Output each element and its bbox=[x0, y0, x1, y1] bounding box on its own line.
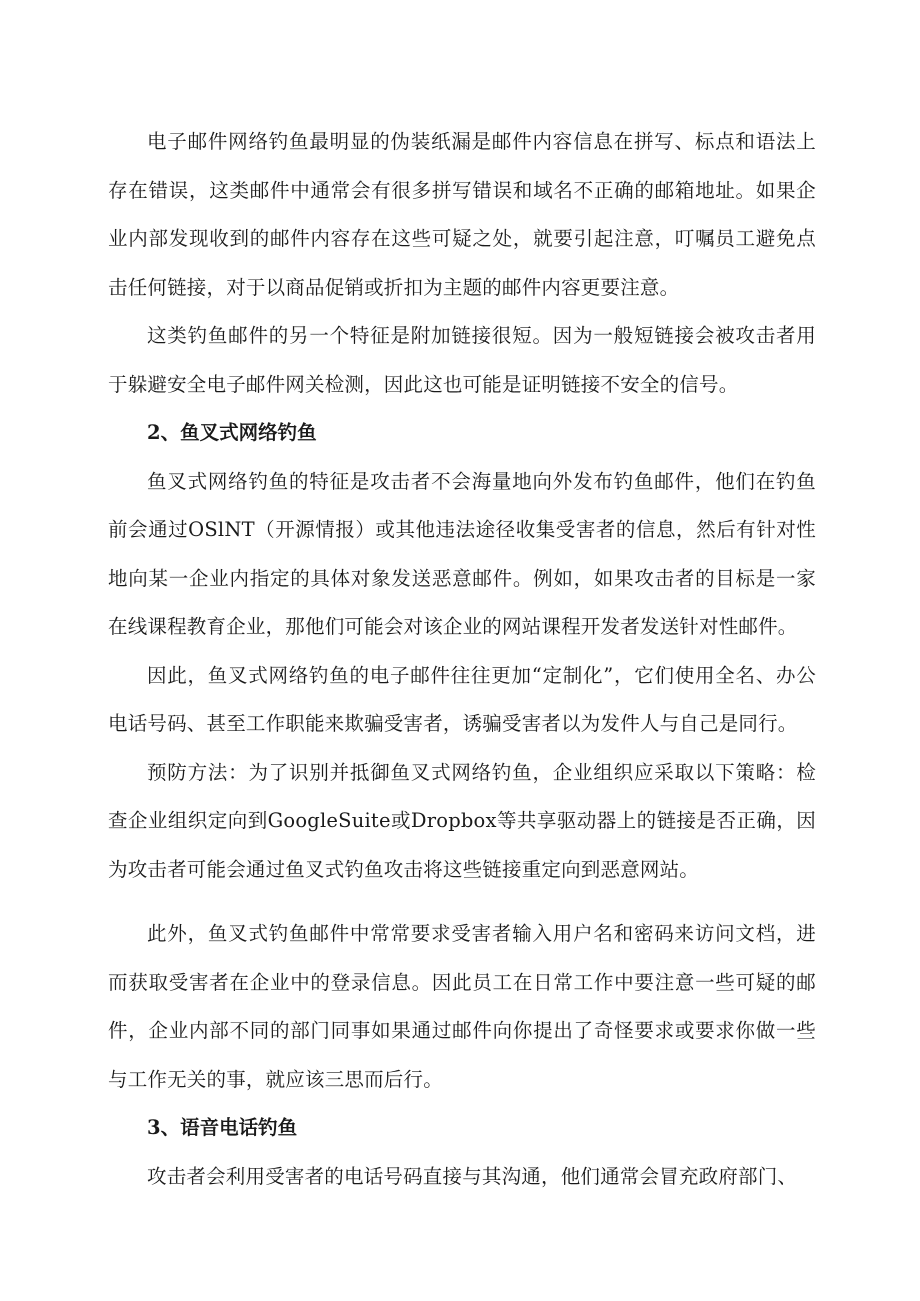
paragraph-spear-phishing-features: 鱼叉式网络钓鱼的特征是攻击者不会海量地向外发布钓鱼邮件，他们在钓鱼前会通过OSlNT（开源情报）或其他违法途径收集受害者的信息，然后有针对性地向某一企业内指定的具体对象发送恶意邮件。例如，如果攻击者的目标是一家在线课程教育企业，那他们可能会对该企业的网站课程开发者发送针对性邮件。 bbox=[108, 469, 816, 638]
paragraph-short-links: 这类钓鱼邮件的另一个特征是附加链接很短。因为一般短链接会被攻击者用于躲避安全电子邮件网关检测，因此这也可能是证明链接不安全的信号。 bbox=[108, 324, 816, 396]
section-heading-voice-phishing: 3、语音电话钓鱼 bbox=[147, 1116, 298, 1139]
paragraph-email-phishing-flaws: 电子邮件网络钓鱼最明显的伪装纸漏是邮件内容信息在拼写、标点和语法上存在错误，这类邮件中通常会有很多拼写错误和域名不正确的邮箱地址。如果企业内部发现收到的邮件内容存在这些可疑之处，就要引起注意，叮嘱员工避免点击任何链接，对于以商品促销或折扣为主题的邮件内容更要注意。 bbox=[108, 130, 816, 299]
section-heading-spear-phishing: 2、鱼叉式网络钓鱼 bbox=[147, 421, 317, 444]
paragraph-prevention-methods: 预防方法：为了识别并抵御鱼叉式网络钓鱼，企业组织应采取以下策略：检查企业组织定向到GoogleSuite或Dropbox等共享驱动器上的链接是否正确，因为攻击者可能会通过鱼叉式钓鱼攻击将这些链接重定向到恶意网站。 bbox=[108, 760, 816, 881]
paragraph-customized-emails: 因此，鱼叉式网络钓鱼的电子邮件往往更加“定制化”，它们使用全名、办公电话号码、甚至工作职能来欺骗受害者，诱骗受害者以为发件人与自己是同行。 bbox=[108, 663, 816, 735]
paragraph-credential-theft: 此外，鱼叉式钓鱼邮件中常常要求受害者输入用户名和密码来访问文档，进而获取受害者在企业中的登录信息。因此员工在日常工作中要注意一些可疑的邮件，企业内部不同的部门同事如果通过邮件向你提出了奇怪要求或要求你做一些与工作无关的事，就应该三思而后行。 bbox=[108, 922, 816, 1091]
document-page bbox=[108, 118, 816, 1201]
paragraph-voice-phishing: 攻击者会利用受害者的电话号码直接与其沟通，他们通常会冒充政府部门、 bbox=[147, 1164, 798, 1188]
